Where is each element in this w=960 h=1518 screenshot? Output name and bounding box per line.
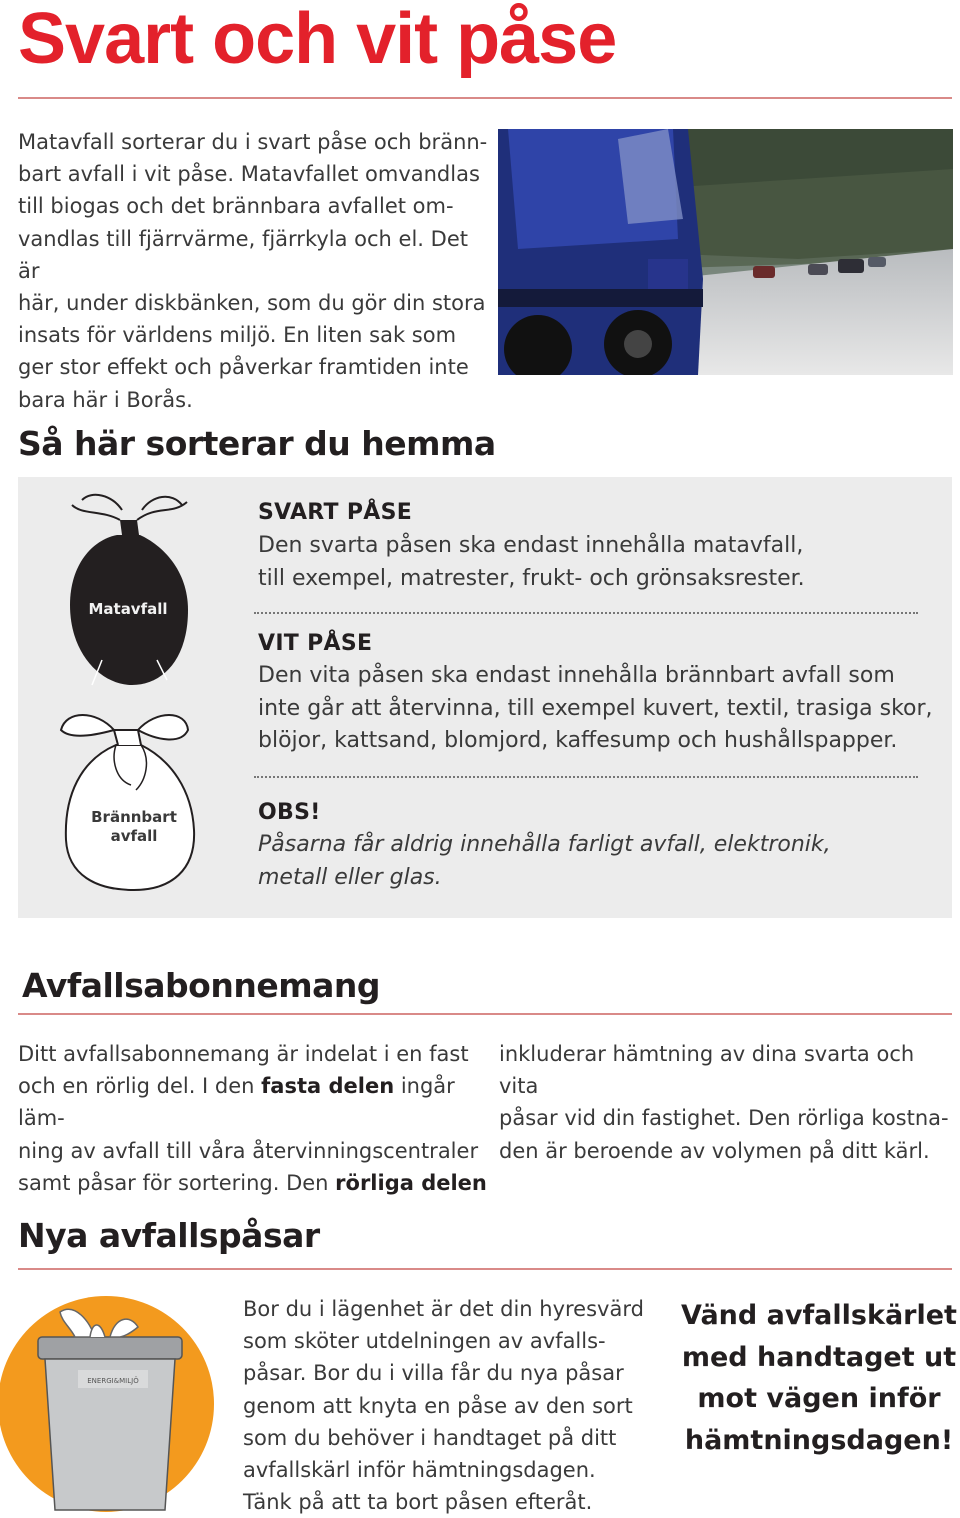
abonnemang-col1: [18, 1038, 488, 1199]
obs-line: metall eller glas.: [258, 864, 442, 890]
intro-line: här, under diskbänken, som du gör din stora: [18, 291, 486, 316]
callout-line: Vänd avfallskärlet: [681, 1300, 957, 1331]
page-title: Svart och vit påse: [18, 0, 617, 79]
abonnemang-line: [18, 1167, 488, 1199]
abonnemang-line: den är beroende av volymen på ditt kärl.: [499, 1138, 930, 1163]
callout-line: mot vägen inför: [697, 1383, 941, 1414]
nya-line: avfallskärl inför hämtningsdagen.: [243, 1458, 596, 1483]
svart-pase-heading: SVART PÅSE: [258, 500, 413, 525]
svart-pase-line: Den svarta påsen ska endast innehålla matavfall,: [258, 533, 804, 558]
svart-pase-text: [258, 530, 938, 595]
text-run: och en rörlig del. I den: [18, 1074, 262, 1099]
nya-line: som du behöver i handtaget på ditt: [243, 1425, 617, 1450]
fasta-delen-emphasis: fasta delen: [261, 1074, 395, 1099]
intro-line: bara här i Borås.: [18, 387, 193, 412]
vit-pase-line: Den vita påsen ska endast innehålla brännbart avfall som: [258, 663, 895, 688]
abonnemang-line: ning av avfall till våra återvinningscentraler: [18, 1138, 479, 1163]
bin-logo-text: ENERGI&MILJÖ: [87, 1377, 139, 1385]
text-run: ingår läm-: [18, 1074, 455, 1131]
nya-line: påsar. Bor du i villa får du nya påsar: [243, 1361, 624, 1386]
handle-callout: [678, 1295, 960, 1461]
vit-pase-heading: VIT PÅSE: [258, 631, 373, 656]
abonnemang-col2: [499, 1038, 949, 1167]
title-divider: [18, 97, 952, 99]
white-bag-label-line: Brännbart: [91, 808, 177, 826]
nya-divider: [18, 1268, 952, 1270]
callout-line: med handtaget ut: [681, 1341, 957, 1373]
obs-heading: OBS!: [258, 800, 321, 825]
svart-pase-line: till exempel, matrester, frukt- och grönsaksrester.: [258, 565, 805, 591]
nya-line: genom att knyta en påse av den sort: [243, 1393, 633, 1418]
waste-bin-illustration: [0, 1292, 215, 1514]
white-bag-icon: [56, 700, 201, 895]
intro-text: [18, 126, 488, 416]
vit-pase-text: [258, 660, 948, 758]
nya-line: Tänk på att ta bort påsen efteråt.: [243, 1490, 593, 1515]
abonnemang-divider: [18, 1013, 952, 1015]
garbage-truck-photo: [498, 129, 953, 375]
text-run: samt påsar för sortering. Den: [18, 1170, 336, 1195]
intro-line: vandlas till fjärrvärme, fjärrkyla och el. Det är: [18, 226, 468, 283]
intro-line: bart avfall i vit påse. Matavfallet omvandlas: [18, 162, 480, 187]
abonnemang-heading: Avfallsabonnemang: [22, 966, 380, 1005]
abonnemang-line: inkluderar hämtning av dina svarta och vita: [499, 1042, 915, 1099]
intro-line: Matavfall sorterar du i svart påse och bränn-: [18, 130, 488, 154]
rorliga-delen-emphasis: rörliga delen: [335, 1170, 487, 1195]
nya-text: [243, 1293, 663, 1518]
callout-line: hämtningsdagen!: [684, 1424, 954, 1456]
dotted-divider: [254, 776, 918, 778]
black-bag-label: Matavfall: [88, 600, 168, 618]
abonnemang-line: påsar vid din fastighet. Den rörliga kostna-: [499, 1106, 949, 1131]
vit-pase-line: inte går att återvinna, till exempel kuvert, textil, trasiga skor,: [258, 695, 933, 721]
intro-line: insats för världens miljö. En liten sak som: [18, 323, 457, 348]
intro-line: till biogas och det brännbara avfallet om-: [18, 194, 454, 219]
dotted-divider: [254, 612, 918, 614]
obs-line: Påsarna får aldrig innehålla farligt avfall, elektronik,: [258, 832, 831, 857]
nya-heading: Nya avfallspåsar: [18, 1216, 320, 1255]
nya-line: Bor du i lägenhet är det din hyresvärd: [243, 1297, 644, 1321]
intro-line: ger stor effekt och påverkar framtiden inte: [18, 355, 469, 380]
nya-line: som sköter utdelningen av avfalls-: [243, 1329, 606, 1354]
vit-pase-line: blöjor, kattsand, blomjord, kaffesump och hushållspapper.: [258, 728, 898, 753]
sort-heading: Så här sorterar du hemma: [18, 424, 496, 463]
abonnemang-line: [18, 1070, 488, 1134]
abonnemang-line: Ditt avfallsabonnemang är indelat i en fast: [18, 1042, 469, 1066]
obs-text: [258, 829, 938, 894]
white-bag-label-line: avfall: [110, 827, 158, 845]
black-bag-icon: [62, 490, 194, 690]
